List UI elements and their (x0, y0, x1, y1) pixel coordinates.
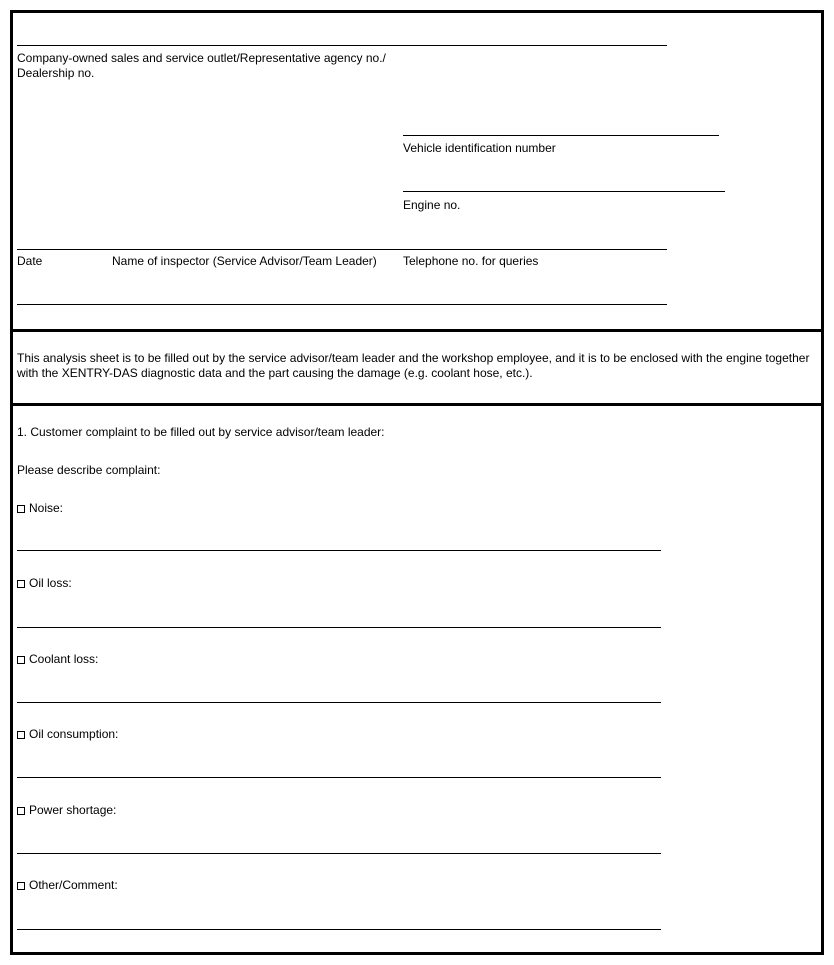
date-inspector-phone-line[interactable] (17, 249, 667, 250)
coolant-loss-input-line[interactable] (17, 702, 661, 703)
vin-input-line[interactable] (403, 135, 719, 136)
other-comment-input-line[interactable] (17, 929, 661, 930)
oil-loss-input-line[interactable] (17, 627, 661, 628)
oil-loss-checkbox[interactable] (17, 580, 25, 588)
complaint-prompt: Please describe complaint: (17, 463, 161, 477)
bottom-entry-line[interactable] (17, 304, 667, 305)
oil-consumption-label: Oil consumption: (29, 727, 119, 741)
dealership-label: Company-owned sales and service outlet/Representative agency no./ Dealership no. (17, 51, 386, 80)
coolant-loss-checkbox[interactable] (17, 656, 25, 664)
other-comment-label: Other/Comment: (29, 878, 118, 892)
vin-label: Vehicle identification number (403, 141, 556, 155)
date-label: Date (17, 254, 43, 268)
coolant-loss-option (17, 652, 98, 667)
dealership-input-line[interactable] (17, 45, 667, 46)
other-comment-option (17, 878, 118, 893)
power-shortage-label: Power shortage: (29, 803, 117, 817)
oil-loss-label: Oil loss: (29, 576, 72, 590)
engine-no-input-line[interactable] (403, 191, 725, 192)
complaint-section (10, 403, 824, 955)
oil-consumption-option (17, 727, 118, 742)
instructions-text: This analysis sheet is to be filled out by the service advisor/team leader and the workshop employee, and it is to be enclosed with the engine together with the XENTRY-DAS diagnostic data and the part causing the damage (e.g. coolant hose, etc.). (17, 351, 810, 380)
power-shortage-input-line[interactable] (17, 853, 661, 854)
complaint-heading: 1. Customer complaint to be filled out by service advisor/team leader: (17, 425, 385, 439)
oil-consumption-input-line[interactable] (17, 777, 661, 778)
power-shortage-option (17, 803, 116, 818)
power-shortage-checkbox[interactable] (17, 807, 25, 815)
engine-no-label: Engine no. (403, 198, 461, 212)
noise-label: Noise: (29, 501, 64, 515)
noise-checkbox[interactable] (17, 505, 25, 513)
oil-loss-option (17, 576, 72, 591)
oil-consumption-checkbox[interactable] (17, 731, 25, 739)
noise-option (17, 501, 63, 516)
other-comment-checkbox[interactable] (17, 882, 25, 890)
noise-input-line[interactable] (17, 550, 661, 551)
inspector-label: Name of inspector (Service Advisor/Team Leader) (112, 254, 377, 268)
telephone-label: Telephone no. for queries (403, 254, 539, 268)
coolant-loss-label: Coolant loss: (29, 652, 99, 666)
